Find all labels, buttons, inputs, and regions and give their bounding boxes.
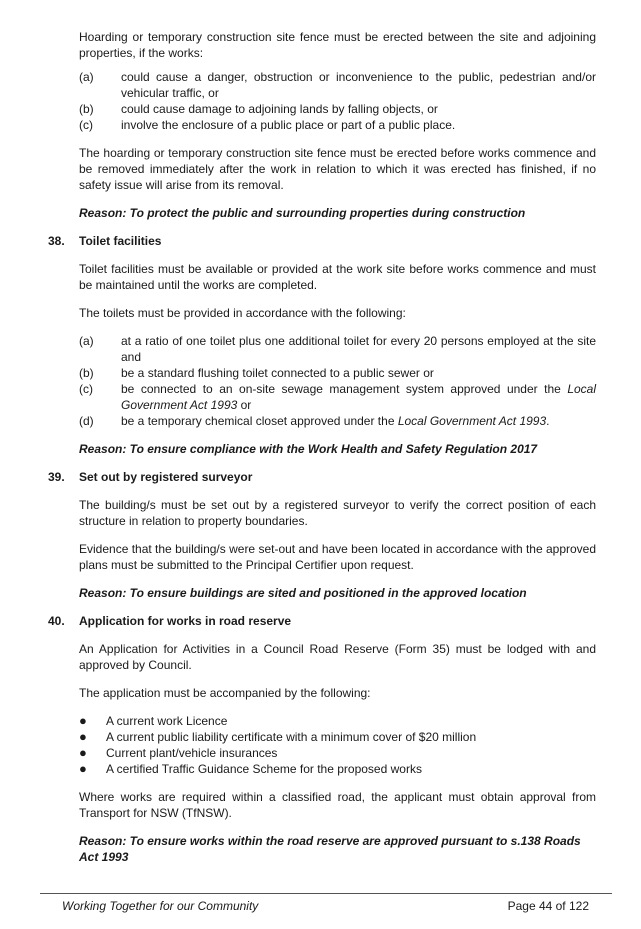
- page-number: Page 44 of 122: [507, 899, 589, 913]
- list-item: (b) be a standard flushing toilet connected to a public sewer or: [79, 366, 434, 380]
- list-item: (b) could cause damage to adjoining lands by falling objects, or: [79, 102, 438, 116]
- section-paragraph: Evidence that the building/s were set-out and have been located in accordance with the approved plans must be submitted to the Principal Certifier upon request.: [79, 542, 597, 572]
- list-item: (a) could cause a danger, obstruction or inconvenience to the public, pedestrian and/or vehicular traffic, or: [79, 70, 596, 100]
- reason-statement: Reason: To ensure compliance with the Work Health and Safety Regulation 2017: [79, 442, 538, 456]
- bullet-icon: ●: [79, 761, 87, 776]
- section-paragraph: Where works are required within a classified road, the applicant must obtain approval from Transport for NSW (TfNSW).: [79, 790, 596, 820]
- toilet-list: [0, 333, 641, 429]
- section-paragraph: Toilet facilities must be available or provided at the work site before works commence and must be maintained until the works are completed.: [79, 262, 596, 292]
- section-title: Toilet facilities: [79, 234, 162, 248]
- section-heading-40: [48, 613, 641, 629]
- list-item: (d) be a temporary chemical closet approved under the Local Government Act 1993.: [79, 414, 550, 428]
- reason-statement: Reason: To ensure buildings are sited and positioned in the approved location: [79, 586, 527, 600]
- section-paragraph: An Application for Activities in a Council Road Reserve (Form 35) must be lodged with and approved by Council.: [79, 642, 596, 672]
- reason-statement: Reason: To protect the public and surrounding properties during construction: [79, 206, 526, 220]
- bullet-icon: ●: [79, 713, 87, 728]
- requirements-list: [0, 713, 641, 777]
- section-heading-38: [48, 233, 641, 249]
- page-content: [0, 29, 641, 865]
- section-heading-39: [48, 469, 641, 485]
- bullet-icon: ●: [79, 729, 87, 744]
- list-item: ● A current work Licence: [79, 713, 228, 728]
- bullet-icon: ●: [79, 745, 87, 760]
- footer-divider: [40, 893, 612, 894]
- section-paragraph: The building/s must be set out by a registered surveyor to verify the correct position of each structure in relation to property boundaries.: [79, 498, 596, 528]
- hoarding-intro: Hoarding or temporary construction site fence must be erected between the site and adjoining properties, if the works:: [79, 30, 596, 60]
- section-title: Set out by registered surveyor: [79, 470, 253, 484]
- list-item: (c) involve the enclosure of a public place or part of a public place.: [79, 118, 456, 132]
- hoarding-paragraph: The hoarding or temporary construction site fence must be erected before works commence and be removed immediately after the work in relation to which it was erected has finished, if no safety issue will arise from its removal.: [79, 146, 596, 192]
- section-number: 40.: [48, 614, 65, 628]
- section-number: 39.: [48, 470, 65, 484]
- list-item: ● A current public liability certificate with a minimum cover of $20 million: [79, 729, 477, 744]
- list-item: ● A certified Traffic Guidance Scheme for the proposed works: [79, 761, 422, 776]
- list-item: ● Current plant/vehicle insurances: [79, 745, 278, 760]
- section-paragraph: The toilets must be provided in accordance with the following:: [79, 306, 406, 320]
- section-title: Application for works in road reserve: [79, 614, 292, 628]
- section-paragraph: The application must be accompanied by the following:: [79, 686, 371, 700]
- hoarding-list: [0, 69, 641, 133]
- section-number: 38.: [48, 234, 65, 248]
- footer-slogan: Working Together for our Community: [62, 899, 259, 913]
- list-item: (a) at a ratio of one toilet plus one additional toilet for every 20 persons employed at the site and: [79, 334, 596, 364]
- list-item: (c) be connected to an on-site sewage management system approved under the Local Government Act 1993 or: [79, 382, 596, 412]
- reason-statement: Reason: To ensure works within the road reserve are approved pursuant to s.138 Roads Act 1993: [79, 834, 581, 864]
